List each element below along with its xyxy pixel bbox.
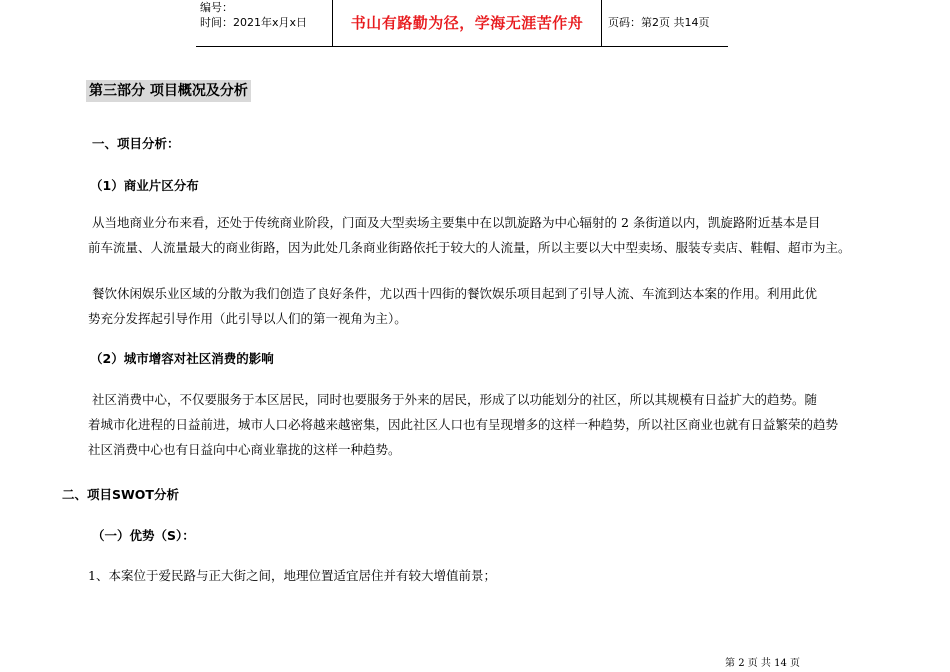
heading-swot-analysis: 二、项目SWOT分析 bbox=[62, 487, 179, 502]
header-motto: 书山有路勤为径，学海无涯苦作舟 bbox=[332, 0, 602, 46]
section-title: 第三部分 项目概况及分析 bbox=[86, 80, 251, 102]
paragraph-line: 餐饮休闲娱乐业区域的分散为我们创造了良好条件，尤以西十四街的餐饮娱乐项目起到了引导人流、车流到达本案的作用。利用此优 bbox=[92, 286, 818, 301]
subheading-strengths: （一）优势（S）： bbox=[92, 528, 195, 543]
number-label: 编号： bbox=[200, 1, 233, 14]
paragraph-line: 势充分发挥起引导作用（此引导以人们的第一视角为主）。 bbox=[88, 311, 407, 326]
header-rule bbox=[196, 46, 728, 47]
paragraph-catering-distribution bbox=[88, 281, 892, 331]
paragraph-commercial-distribution bbox=[88, 210, 892, 260]
subheading-city-expansion: （2）城市增容对社区消费的影响 bbox=[90, 351, 274, 366]
paragraph-line: 社区消费中心，不仅要服务于本区居民，同时也要服务于外来的居民，形成了以功能划分的社区，所以其规模有日益扩大的趋势。随 bbox=[92, 392, 818, 407]
paragraph-line: 从当地商业分布来看，还处于传统商业阶段，门面及大型卖场主要集中在以凯旋路为中心辐射的 2 条街道以内，凯旋路附近基本是目 bbox=[92, 215, 821, 230]
strength-item-1: 1、本案位于爱民路与正大街之间，地理位置适宜居住并有较大增值前景； bbox=[88, 568, 496, 583]
page-header bbox=[196, 0, 728, 48]
paragraph-line: 社区消费中心也有日益向中心商业靠拢的这样一种趋势。 bbox=[88, 442, 401, 457]
heading-project-analysis: 一、项目分析： bbox=[92, 136, 180, 151]
paragraph-community-consumption bbox=[88, 387, 892, 462]
header-meta bbox=[196, 0, 332, 46]
page-footer: 第 2 页 共 14 页 bbox=[725, 658, 800, 669]
time-label: 时间：2021年x月x日 bbox=[200, 16, 308, 29]
header-page-label: 页码：第2页 共14页 bbox=[608, 16, 710, 29]
paragraph-line: 着城市化进程的日益前进，城市人口必将越来越密集，因此社区人口也有呈现增多的这样一种趋势，所以社区商业也就有日益繁荣的趋势 bbox=[88, 417, 839, 432]
paragraph-line: 前车流量、人流量最大的商业街路，因为此处几条商业街路依托于较大的人流量，所以主要以大中型卖场、服装专卖店、鞋帽、超市为主。 bbox=[88, 240, 851, 255]
subheading-commercial-distribution: （1）商业片区分布 bbox=[90, 178, 199, 193]
